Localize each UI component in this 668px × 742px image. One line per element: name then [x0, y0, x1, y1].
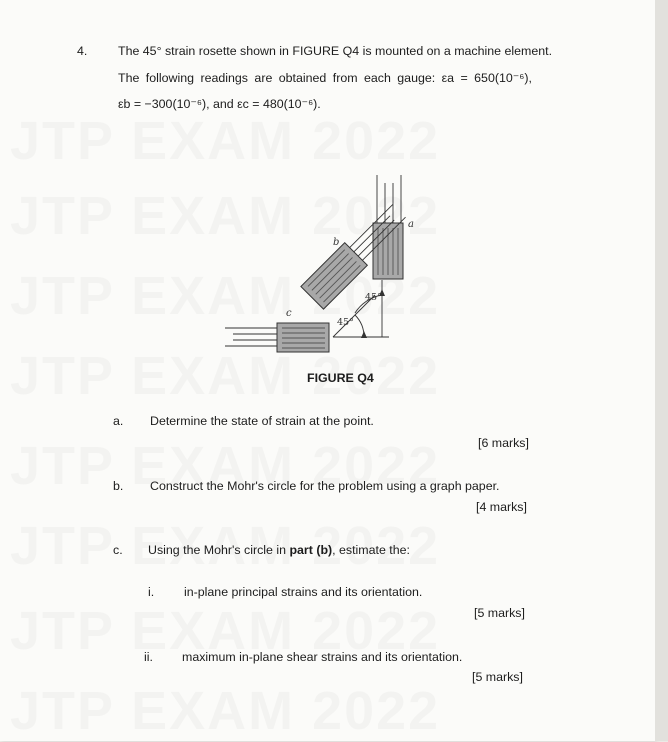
gauge-b-label: b — [333, 237, 340, 248]
figure-caption: FIGURE Q4 — [307, 371, 374, 385]
subpart-i-marks: [5 marks] — [474, 606, 525, 620]
question-line-2: The following readings are obtained from each gauge: εa = 650(10⁻⁶), — [118, 71, 532, 85]
question-line-1: The 45° strain rosette shown in FIGURE Q4 is mounted on a machine element. — [118, 44, 553, 58]
gauge-c-label: c — [286, 308, 292, 319]
angle-top-label: 45° — [365, 292, 382, 303]
watermark — [10, 680, 440, 742]
gauge-a-label: a — [408, 219, 414, 230]
part-c-text-bold: part (b) — [289, 543, 333, 557]
background-edge — [655, 0, 668, 741]
part-c-text-after: , estimate the: — [332, 543, 410, 557]
question-number: 4. — [77, 44, 88, 58]
part-c-text-before: Using the Mohr's circle in — [148, 543, 290, 557]
watermark — [10, 110, 440, 172]
part-b-label: b. — [113, 479, 124, 493]
part-c-label: c. — [113, 543, 123, 557]
subpart-i-text: in-plane principal strains and its orientation. — [184, 585, 423, 599]
strain-rosette-figure — [215, 165, 445, 370]
question-line-3: εb = −300(10⁻⁶), and εc = 480(10⁻⁶). — [118, 97, 321, 111]
angle-bottom-label: 45° — [337, 317, 354, 328]
gauge-a — [373, 175, 403, 279]
gauge-c — [225, 323, 329, 352]
part-a-marks: [6 marks] — [478, 436, 529, 450]
part-a-label: a. — [113, 414, 124, 428]
subpart-ii-text: maximum in-plane shear strains and its orientation. — [182, 650, 463, 664]
part-c-text — [148, 543, 410, 557]
subpart-i-label: i. — [148, 585, 155, 599]
subpart-ii-label: ii. — [144, 650, 153, 664]
part-b-text: Construct the Mohr's circle for the problem using a graph paper. — [150, 479, 500, 493]
part-a-text: Determine the state of strain at the point. — [150, 414, 374, 428]
subpart-ii-marks: [5 marks] — [472, 670, 523, 684]
part-b-marks: [4 marks] — [476, 500, 527, 514]
